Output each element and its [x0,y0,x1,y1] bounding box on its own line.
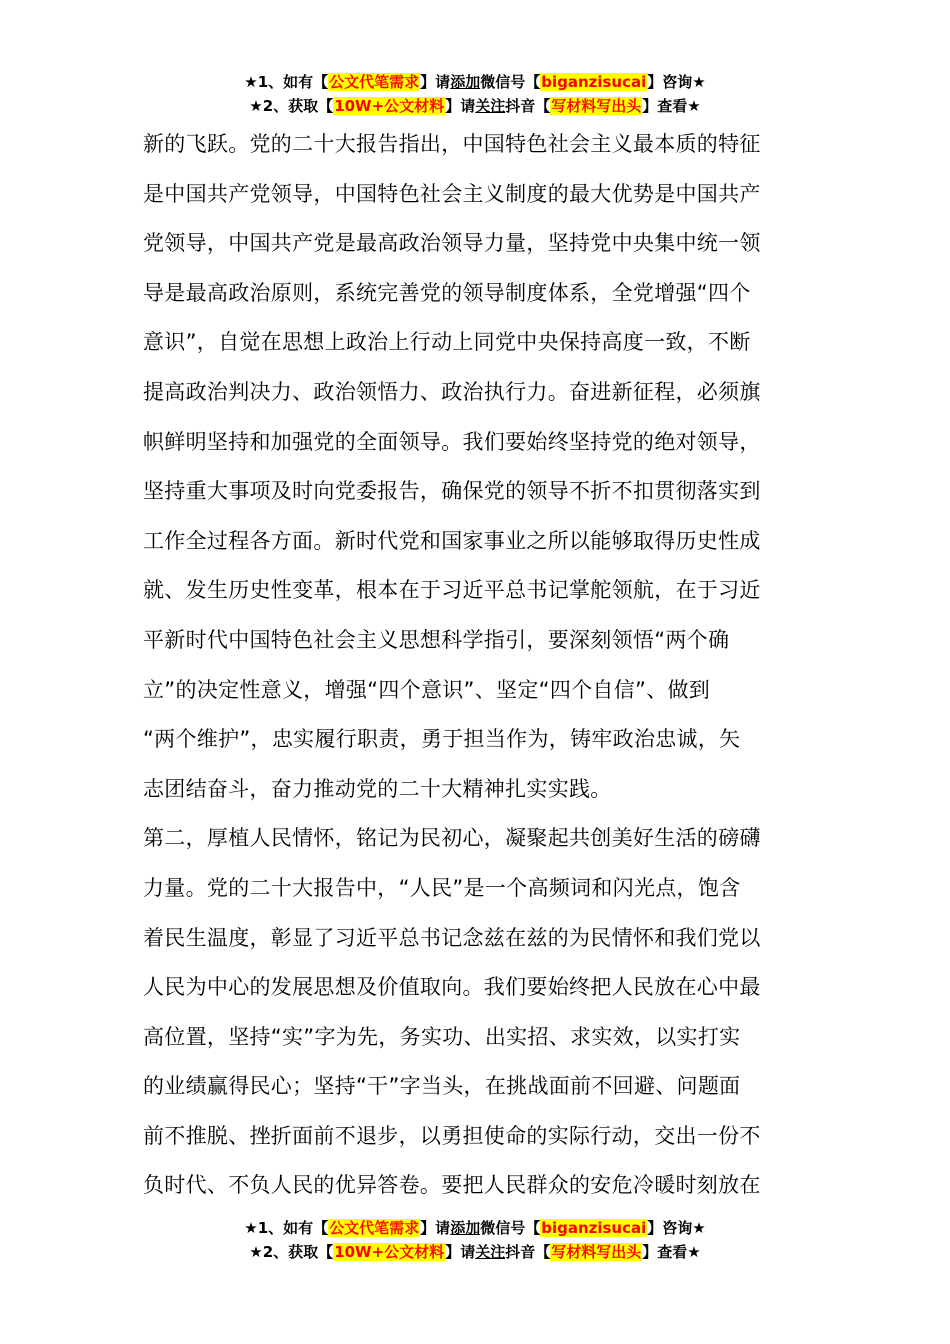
banner-text: 】咨询★ [647,73,706,91]
banner-text: 微信号【 [480,1219,541,1237]
header-banner-line-2 [0,94,950,118]
banner-text: 】请 [445,97,476,115]
body-line: 就、发生历史性变革，根本在于习近平总书记掌舵领航，在于习近 [143,578,761,603]
body-line: 帜鲜明坚持和加强党的全面领导。我们要始终坚持党的绝对领导， [143,429,761,454]
banner-text: 】查看★ [642,1243,701,1261]
banner-text: 抖音【 [505,97,551,115]
body-line: 第二，厚植人民情怀，铭记为民初心，凝聚起共创美好生活的磅礴 [143,826,761,851]
banner-text: ★1、如有【 [244,1219,329,1237]
body-line: 前不推脱、挫折面前不退步，以勇担使命的实际行动，交出一份不 [143,1123,761,1148]
service-highlight: 公文代笔需求 [329,1219,420,1237]
banner-text: 抖音【 [505,1243,551,1261]
body-line: 提高政治判决力、政治领悟力、政治执行力。奋进新征程，必须旗 [143,379,761,404]
footer-banner-line-2 [0,1240,950,1264]
body-line: 是中国共产党领导，中国特色社会主义制度的最大优势是中国共产 [143,181,761,206]
footer-banner-line-1 [0,1216,950,1240]
header-banner-line-1 [0,70,950,94]
douyin-account-highlight: 写材料写出头 [551,97,642,115]
banner-underlined-text: 关注 [475,97,506,115]
service-highlight: 公文代笔需求 [329,73,420,91]
banner-text: ★1、如有【 [244,73,329,91]
document-body [143,120,807,1211]
materials-highlight: 10W+公文材料 [334,97,445,115]
footer-banner [0,1216,950,1264]
body-line: 高位置，坚持“实”字为先，务实功、出实招、求实效，以实打实 [143,1024,741,1049]
wechat-id-highlight: biganzisucai [541,1219,647,1237]
banner-text: 】请 [445,1243,476,1261]
banner-text: ★2、获取【 [249,1243,334,1261]
body-line: 志团结奋斗，奋力推动党的二十大精神扎实实践。 [143,776,612,801]
body-line: 坚持重大事项及时向党委报告，确保党的领导不折不扣贯彻落实到 [143,479,761,504]
body-line: 工作全过程各方面。新时代党和国家事业之所以能够取得历史性成 [143,528,761,553]
banner-underlined-text: 添加 [450,1219,481,1237]
body-line: 新的飞跃。党的二十大报告指出，中国特色社会主义最本质的特征 [143,132,761,156]
banner-text: 微信号【 [480,73,541,91]
body-line: 导是最高政治原则，系统完善党的领导制度体系，全党增强“四个 [143,280,751,305]
header-banner [0,70,950,118]
body-line: 立”的决定性意义，增强“四个意识”、坚定“四个自信”、做到 [143,677,711,702]
body-line: 意识”，自觉在思想上政治上行动上同党中央保持高度一致，不断 [143,330,751,355]
wechat-id-highlight: biganzisucai [541,73,647,91]
banner-text: 】咨询★ [647,1219,706,1237]
body-line: “两个维护”，忠实履行职责，勇于担当作为，铸牢政治忠诚，矢 [143,727,741,752]
body-line: 负时代、不负人民的优异答卷。要把人民群众的安危冷暖时刻放在 [143,1173,761,1198]
body-line: 平新时代中国特色社会主义思想科学指引，要深刻领悟“两个确 [143,627,730,652]
body-line: 党领导，中国共产党是最高政治领导力量，坚持党中央集中统一领 [143,231,761,256]
body-line: 着民生温度，彰显了习近平总书记念兹在兹的为民情怀和我们党以 [143,925,761,950]
body-line: 力量。党的二十大报告中，“人民”是一个高频词和闪光点，饱含 [143,875,741,900]
body-line: 的业绩赢得民心；坚持“干”字当头，在挑战面前不回避、问题面 [143,1074,741,1099]
materials-highlight: 10W+公文材料 [334,1243,445,1261]
banner-text: 】请 [420,1219,451,1237]
banner-text: ★2、获取【 [249,97,334,115]
douyin-account-highlight: 写材料写出头 [551,1243,642,1261]
banner-text: 】请 [420,73,451,91]
banner-text: 】查看★ [642,97,701,115]
banner-underlined-text: 添加 [450,73,481,91]
body-line: 人民为中心的发展思想及价值取向。我们要始终把人民放在心中最 [143,975,761,1000]
banner-underlined-text: 关注 [475,1243,506,1261]
